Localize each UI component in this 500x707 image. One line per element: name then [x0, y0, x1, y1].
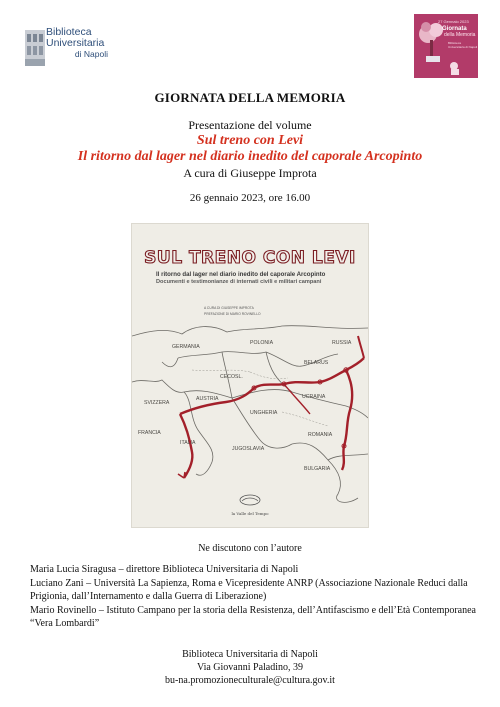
cover-curator: A CURA DI GIUSEPPE IMPROTA — [204, 306, 254, 310]
book-title: Sul treno con Levi — [196, 133, 304, 148]
footer-address: Via Giovanni Paladino, 39 — [196, 662, 304, 673]
book-subtitle: Il ritorno dal lager nel diario inedito del caporale Arcopinto — [77, 149, 423, 164]
cover-publisher: la Valle del Tempo — [231, 511, 269, 516]
discussion-heading: Ne discutono con l’autore — [198, 543, 302, 554]
map-label-germania: GERMANIA — [172, 344, 200, 350]
map-label-bulgaria: BULGARIA — [304, 466, 331, 472]
map-label-belarus: BELARUS — [304, 360, 329, 366]
memorial-day-badge — [414, 14, 478, 78]
library-logo-line3: di Napoli — [74, 49, 108, 59]
speaker-zani: Luciano Zani – Università La Sapienza, Roma e Vicepresidente ANRP (Associazione Nazionale Reduci dalla Prigionia, dall’Internamento e dalla Guerra di Liberazione) — [30, 577, 468, 602]
cover-map — [132, 322, 368, 507]
map-label-jugoslavia: JUGOSLAVIA — [232, 446, 265, 452]
map-label-cecoslovacchia: CECOSL. — [220, 374, 243, 380]
footer-email: bu-na.promozioneculturale@cultura.gov.it — [165, 675, 335, 686]
badge-title-1: Giornata — [442, 26, 467, 32]
badge-title-2: della Memoria — [444, 32, 476, 38]
badge-library: Biblioteca Universitaria di Napoli — [448, 41, 478, 49]
event-title: GIORNATA DELLA MEMORIA — [154, 90, 346, 105]
map-label-austria: AUSTRIA — [196, 396, 219, 402]
library-logo-line1: Biblioteca — [46, 26, 92, 38]
cover-title: SUL TRENO CON LEVI — [144, 248, 356, 268]
library-logo — [24, 26, 116, 68]
map-label-russia: RUSSIA — [332, 340, 352, 346]
event-datetime: 26 gennaio 2023, ore 16.00 — [189, 192, 311, 204]
book-cover-image — [132, 224, 368, 527]
map-label-ungheria: UNGHERIA — [250, 410, 278, 416]
cover-subtitle-2: Documenti e testimonianze di internati civili e militari campani — [156, 279, 322, 285]
publisher-logo-icon — [238, 494, 262, 506]
map-label-romania: ROMANIA — [308, 432, 333, 438]
map-label-svizzera: SVIZZERA — [144, 400, 170, 406]
map-label-polonia: POLONIA — [250, 340, 274, 346]
badge-date: 27 Gennaio 2023 — [438, 19, 469, 24]
library-logo-line2: Universitaria — [46, 37, 105, 49]
speaker-siragusa: Maria Lucia Siragusa – direttore Biblioteca Universitaria di Napoli — [30, 564, 299, 575]
speaker-list — [30, 563, 480, 631]
map-label-ucraina: UCRAINA — [302, 394, 326, 400]
cover-subtitle: Il ritorno dal lager nel diario inedito del caporale Arcopinto — [156, 271, 326, 278]
footer-library-name: Biblioteca Universitaria di Napoli — [182, 649, 318, 660]
speaker-rovinello: Mario Rovinello – Istituto Campano per la storia della Resistenza, dell’Antifascismo e dell’Età Contemporanea “Vera Lombardi” — [30, 604, 476, 629]
curator: A cura di Giuseppe Improta — [183, 166, 317, 180]
presentation-intro: Presentazione del volume — [188, 118, 312, 132]
library-building-icon — [24, 26, 46, 68]
map-label-italia: ITALIA — [180, 440, 196, 446]
cover-preface: PREFAZIONE DI MARIO ROVINELLO — [204, 312, 261, 316]
map-label-francia: FRANCIA — [138, 430, 161, 436]
